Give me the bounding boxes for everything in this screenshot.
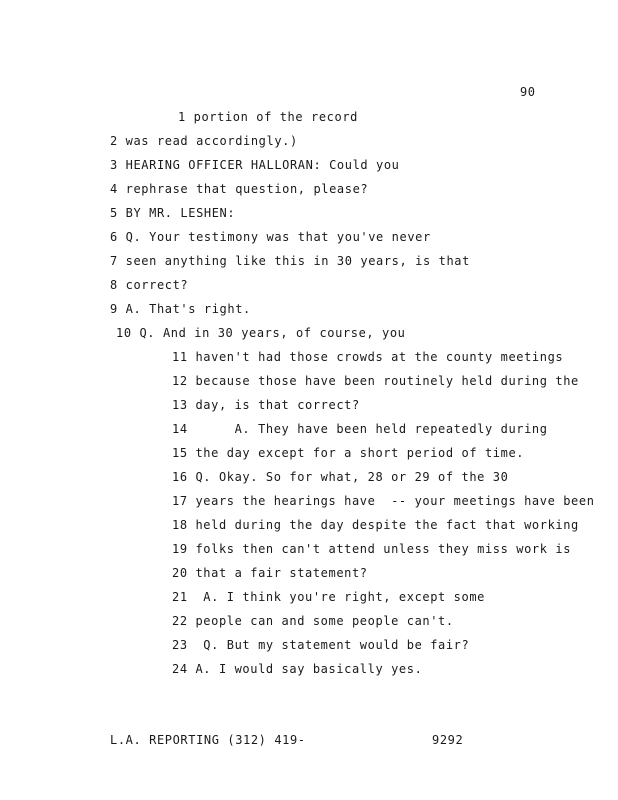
transcript-line-23: 23 Q. But my statement would be fair? bbox=[172, 638, 470, 652]
transcript-line-8: 8 correct? bbox=[110, 278, 189, 292]
transcript-line-4: 4 rephrase that question, please? bbox=[110, 182, 369, 196]
page-number: 90 bbox=[520, 85, 536, 99]
footer-number: 9292 bbox=[432, 733, 464, 747]
transcript-line-5: 5 BY MR. LESHEN: bbox=[110, 206, 236, 220]
transcript-line-24: 24 A. I would say basically yes. bbox=[172, 662, 423, 676]
transcript-line-13: 13 day, is that correct? bbox=[172, 398, 360, 412]
transcript-line-9: 9 A. That's right. bbox=[110, 302, 251, 316]
transcript-line-19: 19 folks then can't attend unless they miss work is bbox=[172, 542, 572, 556]
transcript-line-18: 18 held during the day despite the fact that working bbox=[172, 518, 579, 532]
transcript-line-10: 10 Q. And in 30 years, of course, you bbox=[116, 326, 406, 340]
transcript-line-15: 15 the day except for a short period of time. bbox=[172, 446, 525, 460]
transcript-line-22: 22 people can and some people can't. bbox=[172, 614, 454, 628]
transcript-line-6: 6 Q. Your testimony was that you've never bbox=[110, 230, 431, 244]
transcript-line-20: 20 that a fair statement? bbox=[172, 566, 368, 580]
transcript-line-21: 21 A. I think you're right, except some bbox=[172, 590, 485, 604]
transcript-line-11: 11 haven't had those crowds at the county meetings bbox=[172, 350, 564, 364]
transcript-line-12: 12 because those have been routinely held during the bbox=[172, 374, 579, 388]
transcript-line-7: 7 seen anything like this in 30 years, is that bbox=[110, 254, 470, 268]
transcript-line-16: 16 Q. Okay. So for what, 28 or 29 of the 30 bbox=[172, 470, 509, 484]
transcript-line-3: 3 HEARING OFFICER HALLORAN: Could you bbox=[110, 158, 400, 172]
transcript-line-2: 2 was read accordingly.) bbox=[110, 134, 298, 148]
transcript-line-14: 14 A. They have been held repeatedly during bbox=[172, 422, 548, 436]
transcript-line-1: 1 portion of the record bbox=[178, 110, 358, 124]
transcript-line-17: 17 years the hearings have -- your meetings have been bbox=[172, 494, 595, 508]
footer-reporter: L.A. REPORTING (312) 419- bbox=[110, 733, 306, 747]
